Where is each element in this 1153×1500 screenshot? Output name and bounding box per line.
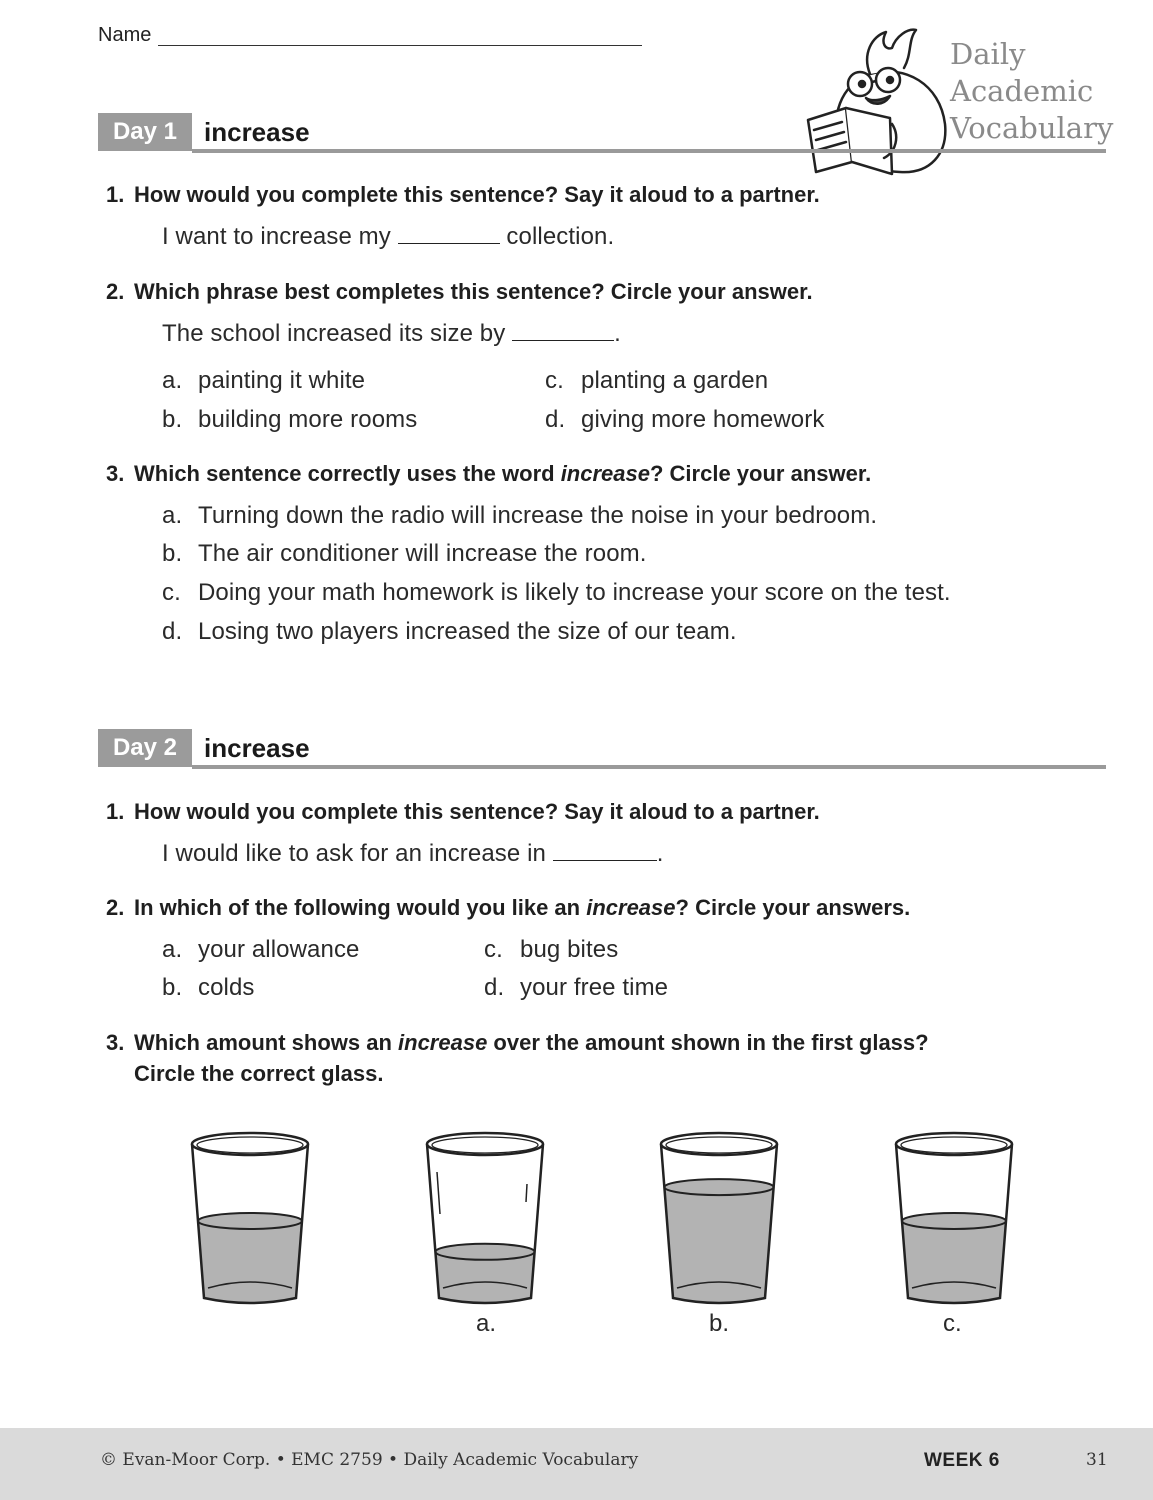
question-number: 1.	[106, 799, 125, 824]
day2-q3-prompt	[106, 1030, 929, 1056]
sentence-start: The school increased its size by	[162, 320, 506, 347]
water-surface	[664, 1179, 773, 1195]
glass-rim	[661, 1133, 777, 1155]
day2-q2-prompt	[106, 895, 910, 921]
option-letter: a.	[162, 502, 183, 529]
logo-line-daily: Daily	[950, 37, 1026, 71]
sentence-end: collection.	[506, 223, 615, 250]
option-item[interactable]	[162, 502, 877, 530]
answer-blank[interactable]	[398, 242, 500, 244]
option-letter: a.	[162, 367, 183, 394]
owl-reading-book-icon	[800, 24, 950, 176]
glass-icon	[423, 1122, 547, 1308]
water-surface	[902, 1213, 1006, 1229]
question-text-start: In which of the following would you like an	[134, 895, 587, 920]
option-item[interactable]	[545, 406, 824, 434]
glass-icon	[188, 1122, 312, 1308]
option-letter: c.	[162, 579, 181, 606]
option-item[interactable]	[162, 579, 951, 607]
question-number: 3.	[106, 1030, 125, 1055]
logo-line-vocabulary: Vocabulary	[950, 111, 1114, 145]
option-letter: d.	[162, 618, 183, 645]
sentence-start: I want to increase my	[162, 223, 391, 250]
option-item[interactable]	[162, 974, 255, 1002]
day1-rule	[192, 149, 1106, 153]
glass-a[interactable]	[423, 1122, 547, 1313]
water-surface	[198, 1213, 302, 1229]
glass-label-c: c.	[943, 1310, 962, 1337]
question-text-end: over the amount shown in the first glass?	[487, 1030, 929, 1055]
glass-icon	[657, 1122, 781, 1308]
option-item[interactable]	[162, 406, 417, 434]
option-text: Doing your math homework is likely to increase your score on the test.	[198, 579, 951, 606]
footer-credit: © Evan-Moor Corp. • EMC 2759 • Daily Academic Vocabulary	[100, 1450, 639, 1470]
sentence-end: .	[614, 320, 621, 347]
day2-tab: Day 2	[98, 729, 192, 767]
option-text: building more rooms	[198, 406, 418, 433]
option-item[interactable]	[162, 367, 365, 395]
question-text-italic: increase	[586, 895, 676, 920]
sentence-start: I would like to ask for an increase in	[162, 840, 546, 867]
day2-q1-prompt	[106, 799, 820, 825]
day2-q3-prompt-line2: Circle the correct glass.	[134, 1061, 384, 1086]
day2-word: increase	[204, 733, 310, 763]
sentence-end: .	[656, 840, 664, 867]
question-number: 2.	[106, 895, 125, 920]
option-letter: c.	[545, 367, 564, 394]
glass-c[interactable]	[892, 1122, 1016, 1313]
question-number: 2.	[106, 279, 125, 304]
day1-tab: Day 1	[98, 113, 192, 151]
day2-q1-sentence	[162, 840, 664, 868]
day1-q2-prompt	[106, 279, 813, 305]
option-item[interactable]	[162, 936, 360, 964]
option-text: colds	[198, 974, 255, 1001]
option-text: painting it white	[198, 367, 366, 394]
glass-rim-inner	[666, 1137, 772, 1153]
glass-first	[188, 1122, 312, 1313]
question-text-italic: increase	[560, 461, 650, 486]
water-fill	[664, 1187, 773, 1303]
day2-rule	[192, 765, 1106, 769]
glass-icon	[892, 1122, 1016, 1308]
day1-q1-sentence	[162, 223, 614, 251]
water-surface	[435, 1244, 534, 1260]
option-letter: a.	[162, 936, 183, 963]
option-letter: c.	[484, 936, 503, 963]
glass-rim	[427, 1133, 543, 1155]
question-text-end: ? Circle your answer.	[649, 461, 872, 486]
option-item[interactable]	[545, 367, 768, 395]
option-letter: b.	[162, 406, 183, 433]
option-letter: b.	[162, 540, 183, 567]
day1-q3-prompt	[106, 461, 871, 487]
option-text: Turning down the radio will increase the noise in your bedroom.	[198, 502, 878, 529]
glass-b[interactable]	[657, 1122, 781, 1313]
answer-blank[interactable]	[512, 339, 614, 341]
option-text: Losing two players increased the size of our team.	[198, 618, 737, 645]
day1-q1-prompt	[106, 182, 820, 208]
logo-line-academic: Academic	[950, 74, 1094, 108]
answer-blank[interactable]	[553, 859, 657, 861]
option-text: planting a garden	[581, 367, 769, 394]
day1-header	[98, 113, 1106, 153]
name-label: Name	[98, 24, 152, 46]
question-text-start: Which amount shows an	[134, 1030, 399, 1055]
option-text: your free time	[520, 974, 669, 1001]
option-item[interactable]	[162, 618, 737, 646]
option-letter: d.	[545, 406, 566, 433]
question-text: How would you complete this sentence? Say it aloud to a partner.	[134, 799, 820, 824]
option-letter: d.	[484, 974, 505, 1001]
glass-label-b: b.	[709, 1310, 730, 1337]
question-text: How would you complete this sentence? Say it aloud to a partner.	[134, 182, 820, 207]
question-text-italic: increase	[398, 1030, 488, 1055]
option-text: bug bites	[520, 936, 619, 963]
glass-rim	[896, 1133, 1012, 1155]
glass-rim-inner	[197, 1137, 303, 1153]
glass-label-a: a.	[476, 1310, 497, 1337]
footer-week: WEEK 6	[924, 1450, 1000, 1471]
option-item[interactable]	[484, 936, 618, 964]
option-item[interactable]	[484, 974, 668, 1002]
glass-shine	[437, 1172, 440, 1214]
glass-shine	[526, 1184, 527, 1202]
glass-rim-inner	[901, 1137, 1007, 1153]
question-text-start: Which sentence correctly uses the word	[134, 461, 561, 486]
question-text: Which phrase best completes this sentence? Circle your answer.	[134, 279, 813, 304]
glass-rim	[192, 1133, 308, 1155]
question-number: 3.	[106, 461, 125, 486]
option-item[interactable]	[162, 540, 647, 568]
footer-page-number: 31	[1086, 1450, 1108, 1470]
day1-word: increase	[204, 117, 310, 147]
glass-rim-inner	[432, 1137, 538, 1153]
day2-header	[98, 729, 1106, 769]
option-text: giving more homework	[581, 406, 825, 433]
name-write-line[interactable]	[158, 45, 642, 46]
question-text-end: ? Circle your answers.	[675, 895, 911, 920]
water-fill	[902, 1221, 1006, 1303]
option-letter: b.	[162, 974, 183, 1001]
option-text: your allowance	[198, 936, 360, 963]
question-number: 1.	[106, 182, 125, 207]
day1-q2-sentence	[162, 320, 621, 348]
option-text: The air conditioner will increase the room.	[198, 540, 647, 567]
water-fill	[198, 1221, 302, 1303]
